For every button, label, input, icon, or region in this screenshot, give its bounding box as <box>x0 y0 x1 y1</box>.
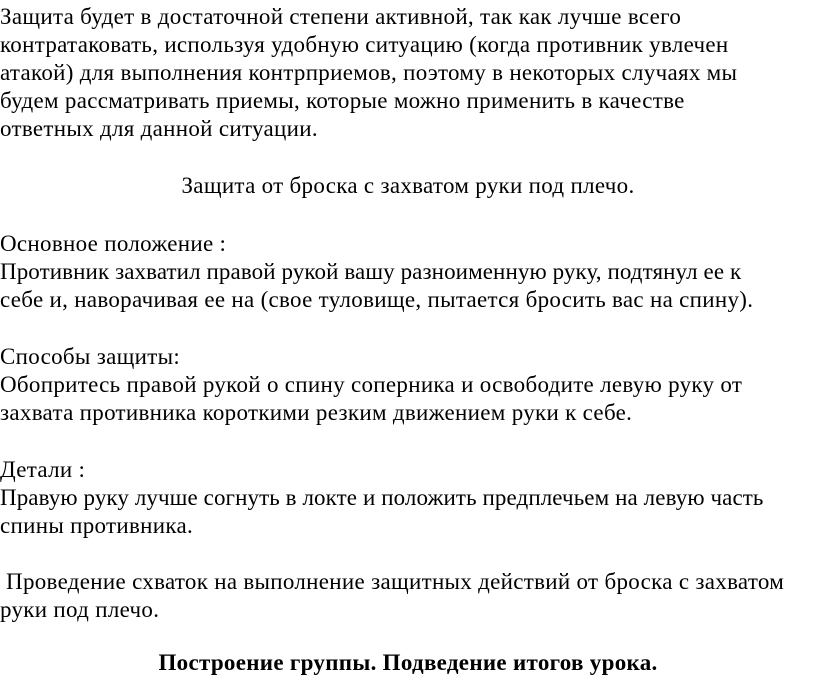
section-title <box>0 172 816 200</box>
practice-line: руки под плечо. <box>0 597 160 622</box>
practice-line: Проведение схваток на выполнение защитных действий от броска с захватом <box>0 569 785 594</box>
stance-line: себе и, наворачивая ее на (свое туловище, пытается бросить вас на спину). <box>0 287 754 312</box>
intro-line: будем рассматривать приемы, которые можно применить в качестве <box>0 88 685 113</box>
intro-paragraph <box>0 3 816 143</box>
intro-line: атакой) для выполнения контрприемов, поэтому в некоторых случаях мы <box>0 60 738 85</box>
details-paragraph <box>0 456 816 540</box>
defense-heading: Способы защиты: <box>0 344 181 369</box>
defense-paragraph <box>0 343 816 427</box>
stance-paragraph <box>0 230 816 314</box>
intro-line: Защита будет в достаточной степени активной, так как лучше всего <box>0 4 682 29</box>
defense-line: Обопритесь правой рукой о спину соперника и освободите левую руку от <box>0 372 743 397</box>
details-line: спины противника. <box>0 513 194 538</box>
stance-line: Противник захватил правой рукой вашу разноименную руку, подтянул ее к <box>0 259 742 284</box>
section-title-text: Защита от броска с захватом руки под плечо. <box>181 173 635 198</box>
closing-heading <box>0 649 816 677</box>
closing-heading-text: Построение группы. Подведение итогов урока. <box>158 650 658 675</box>
details-heading: Детали : <box>0 457 86 482</box>
details-line: Правую руку лучше согнуть в локте и положить предплечьем на левую часть <box>0 485 764 510</box>
intro-line: контратаковать, используя удобную ситуацию (когда противник увлечен <box>0 32 729 57</box>
stance-heading: Основное положение : <box>0 231 227 256</box>
intro-line: ответных для данной ситуации. <box>0 116 318 141</box>
practice-paragraph <box>0 568 816 624</box>
defense-line: захвата противника короткими резким движением руки к себе. <box>0 400 633 425</box>
